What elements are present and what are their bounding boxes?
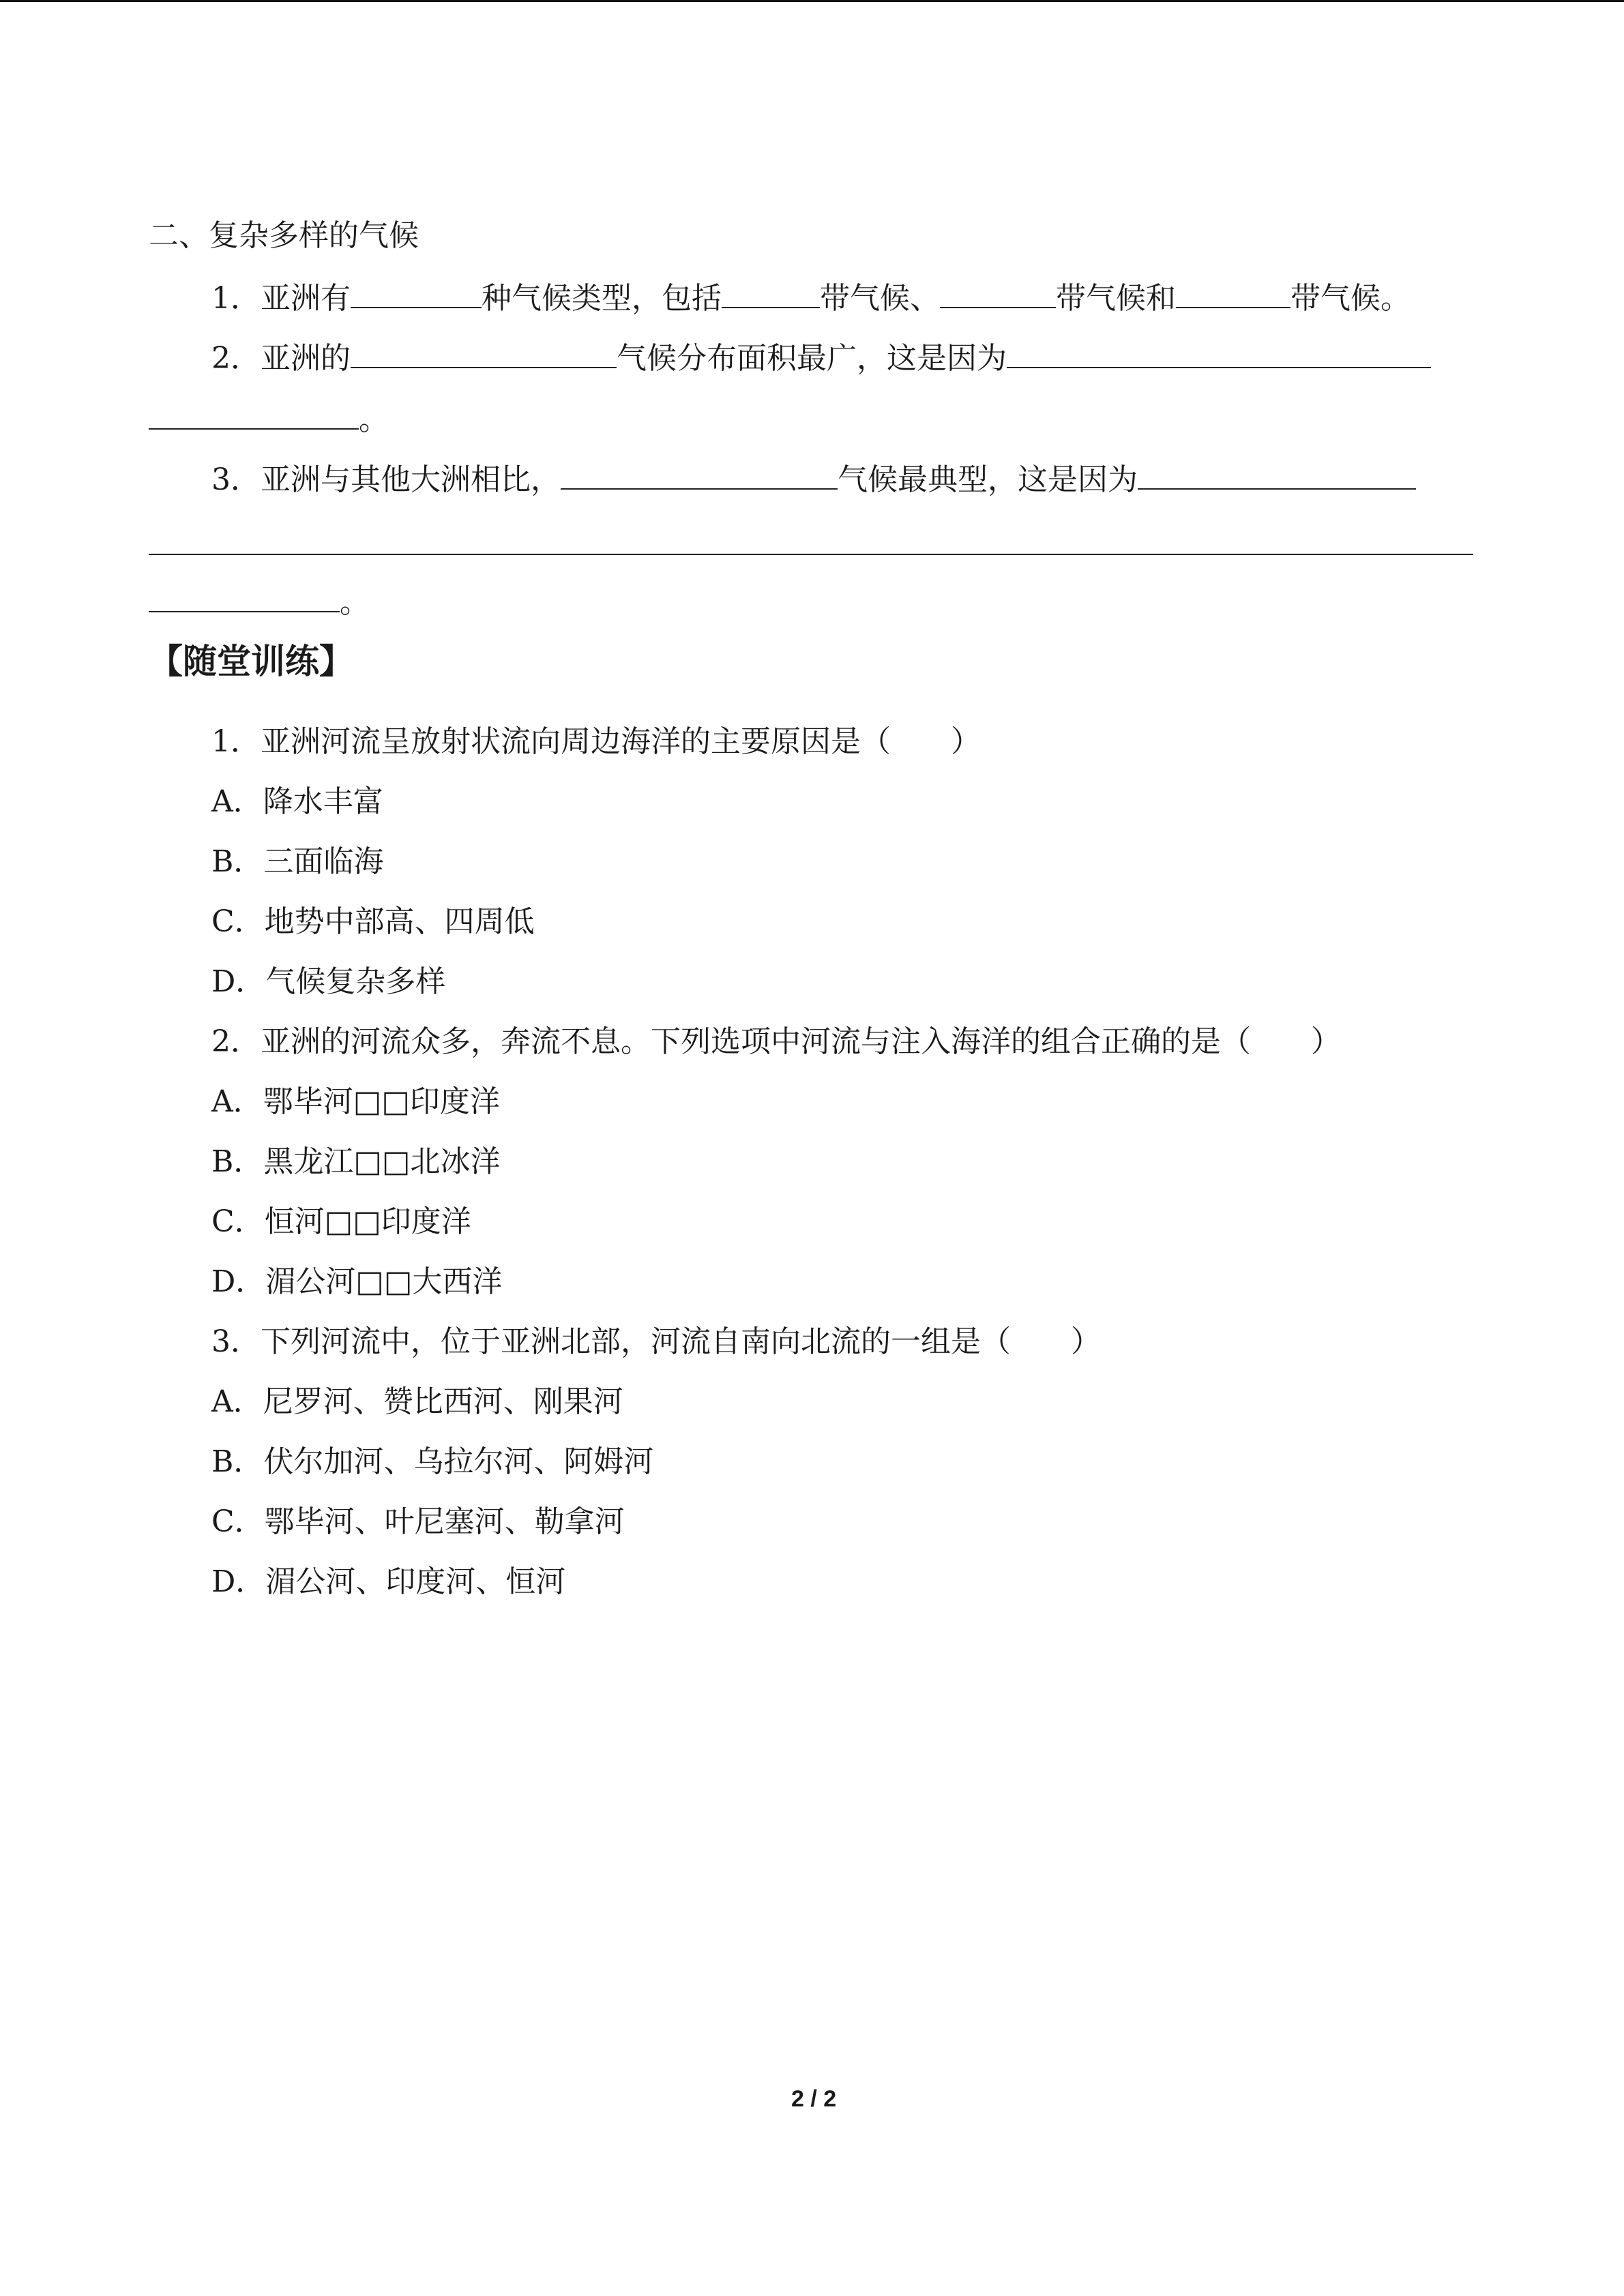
- q1-text-c: 带气候、: [820, 281, 940, 316]
- q1-blank-zone-2[interactable]: [940, 275, 1056, 308]
- q1-text-a: 1．亚洲有: [211, 281, 351, 316]
- page-top-border: [0, 0, 1624, 2]
- fill-question-2: [211, 336, 1431, 379]
- section-title: 二、复杂多样的气候: [149, 218, 419, 253]
- q1-option-c[interactable]: C．地势中部高、四周低: [211, 904, 535, 939]
- q3-text-b: 气候最典型，这是因为: [838, 462, 1138, 497]
- q2-option-d[interactable]: D．湄公河□□大西洋: [211, 1264, 503, 1299]
- q1-text-b: 种气候类型，包括: [482, 281, 722, 316]
- q1-blank-zone-1[interactable]: [722, 275, 820, 308]
- q2-continuation: [149, 397, 389, 441]
- q2-blank-reason[interactable]: [1007, 336, 1431, 368]
- q1-text-e: 带气候。: [1290, 281, 1411, 316]
- page-number: 2 / 2: [791, 2086, 837, 2112]
- q2-blank-climate[interactable]: [351, 336, 617, 368]
- q3-option-b[interactable]: B．伏尔加河、乌拉尔河、阿姆河: [211, 1444, 654, 1479]
- q2-text-b: 气候分布面积最广，这是因为: [617, 341, 1007, 376]
- q1-option-d[interactable]: D．气候复杂多样: [211, 964, 446, 999]
- q2-option-a[interactable]: A．鄂毕河□□印度洋: [211, 1084, 500, 1119]
- q2-end: 。: [359, 402, 389, 437]
- q3-continuation: [149, 580, 370, 623]
- q3-text-a: 3．亚洲与其他大洲相比，: [211, 462, 561, 497]
- fill-question-1: [211, 275, 1411, 319]
- q1-blank-count[interactable]: [351, 275, 482, 308]
- q1-option-a[interactable]: A．降水丰富: [211, 784, 383, 819]
- q3-blank-reason[interactable]: [1138, 457, 1416, 490]
- practice-question-2: 2．亚洲的河流众多，奔流不息。下列选项中河流与注入海洋的组合正确的是（ ）: [211, 1024, 1341, 1059]
- q1-option-b[interactable]: B．三面临海: [211, 844, 384, 879]
- q3-blank-climate[interactable]: [561, 457, 838, 490]
- practice-heading: 【随堂训练】: [149, 641, 353, 681]
- q3-option-a[interactable]: A．尼罗河、赞比西河、刚果河: [211, 1384, 623, 1419]
- q3-option-d[interactable]: D．湄公河、印度河、恒河: [211, 1564, 566, 1599]
- q2-option-b[interactable]: B．黑龙江□□北冰洋: [211, 1144, 501, 1179]
- practice-question-3: 3．下列河流中，位于亚洲北部，河流自南向北流的一组是（ ）: [211, 1324, 1101, 1359]
- q3-end: 。: [340, 585, 370, 620]
- q2-blank-reason-cont[interactable]: [149, 397, 359, 430]
- q1-text-d: 带气候和: [1056, 281, 1176, 316]
- q3-blank-reason-cont[interactable]: [149, 580, 340, 612]
- q3-option-c[interactable]: C．鄂毕河、叶尼塞河、勒拿河: [211, 1504, 625, 1539]
- fill-question-3: [211, 457, 1416, 501]
- q2-option-c[interactable]: C．恒河□□印度洋: [211, 1204, 471, 1239]
- q3-answer-rule[interactable]: [149, 554, 1473, 555]
- practice-question-1: 1．亚洲河流呈放射状流向周边海洋的主要原因是（ ）: [211, 724, 981, 759]
- q1-blank-zone-3[interactable]: [1176, 275, 1290, 308]
- q2-text-a: 2．亚洲的: [211, 341, 351, 376]
